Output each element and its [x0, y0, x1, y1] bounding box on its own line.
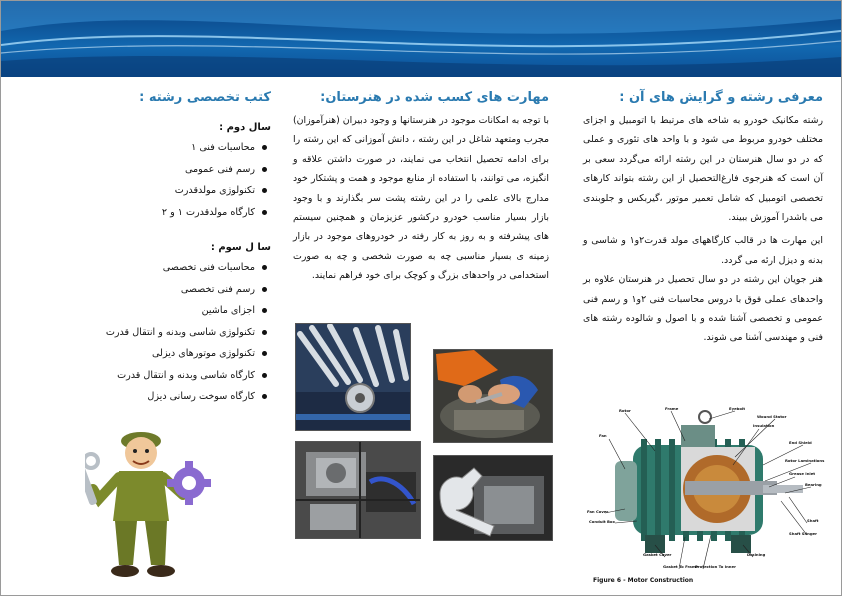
label-grease-inlet: Grease Inlet [789, 471, 816, 476]
photo-mechanic-hands [433, 349, 553, 443]
label-fan-cover: Fan Cover [587, 509, 609, 514]
label-bearing: Bearing [805, 482, 822, 487]
photo-engine-bay [295, 441, 421, 539]
year3-title: سا ل سوم : [210, 242, 271, 253]
label-shaft-slinger: Shaft Slinger [789, 531, 817, 536]
list-item: کارگاه مولدقدرت ۱ و ۲ [81, 202, 255, 224]
label-gasket-to-frame: Gasket To Frame [663, 564, 699, 569]
motor-diagram [585, 405, 831, 587]
photo-wrench-engine [433, 455, 553, 541]
label-frame: Frame [665, 406, 679, 411]
list-item: کارگاه سوخت رسانی دیزل [81, 386, 255, 408]
list-item: تکنولوژی شاسی وبدنه و انتقال قدرت [81, 322, 255, 344]
label-rotor-laminations: Rotor Laminations [785, 458, 825, 463]
intro-paragraph-2: این مهارت ها در قالب کارگاههای مولد قدرت۲و۱ و شاسی و بدنه و دیزل ارئه می گردد. [583, 235, 823, 266]
label-shaft: Shaft [807, 518, 819, 523]
label-gasket-cover: Gasket Cover [643, 552, 672, 557]
list-item: رسم فنی تخصصی [81, 279, 255, 301]
list-item: اجزای ماشین [81, 300, 255, 322]
intro-paragraph-1: رشته مکانیک خودرو به شاخه های مرتبط با اتومبیل و اجزای مختلف خودرو مربوط می شود و با واحد های تئوری و عملی که در دو سال هنرستان در این رشته ارائه می‌گردد سعی بر آن است که هنرجوی فارغ‌التحصیل از این رشته بتواند کارهای تخصصی اتومبیل که شامل تعمیر موتور ،گیربکس و جلوبندی می باشدرا آموزش ببیند. [583, 115, 823, 224]
list-item: تکنولوژی مولدقدرت [81, 180, 255, 202]
intro-heading: معرفی رشته و گرایش های آن : [619, 90, 823, 105]
year2-title: سال دوم : [219, 122, 271, 133]
header-banner [1, 1, 841, 77]
label-protection: Protection To Inner [695, 564, 736, 569]
year3-list [81, 257, 271, 408]
mechanic-cartoon [85, 425, 215, 581]
list-item: رسم فنی عمومی [81, 159, 255, 181]
books-heading: کتب تخصصی رشته : [139, 90, 271, 105]
label-eyebolt: Eyebolt [729, 406, 746, 411]
skills-paragraph: با توجه به امکانات موجود در هنرستانها و وجود دبیران (هنرآموزان) مجرب ومتعهد شاغل در این رشته ، دانش آموزانی که این رشته را برای ادامه تحصیل انتخاب می نمایند، در صورت داشتن علاقه و انگیزه، می توانند، با استفاده از منابع موجود و همت و پشتکار خود مدارج بالای علمی را در این رشته پشت سر بگذارند و با وجود بازار بسیار مناسب خودرو درکشور عزیزمان و همچنین سیستم های پیشرفته و به روز به کار رفته در خودروهای موجود در بازار زمینه ی بسیار مناسبی چه به صورت شخصی و چه به صورت استخدامی در واحدهای بزرگ و کوچک برای خود فراهم نمایند. [293, 115, 549, 282]
label-end-shield: End Shield [789, 440, 812, 445]
intro-column [583, 89, 823, 348]
label-draining: Draining [747, 552, 766, 557]
list-item: محاسبات فنی ۱ [81, 137, 255, 159]
list-item: کارگاه شاسی وبدنه و انتقال قدرت [81, 365, 255, 387]
year2-list [81, 137, 271, 223]
skills-column [293, 89, 549, 286]
label-fan: Fan [599, 433, 607, 438]
list-item: تکنولوژی موتورهای دیزلی [81, 343, 255, 365]
list-item: محاسبات فنی تخصصی [81, 257, 255, 279]
diagram-caption: Figure 6 - Motor Construction [593, 577, 694, 584]
books-column [81, 89, 271, 408]
label-conduit-box: Conduit Box [589, 519, 615, 524]
photo-wrenches [295, 323, 411, 431]
label-insulation: Insulation [753, 423, 775, 428]
skills-heading: مهارت های کسب شده در هنرستان: [320, 90, 549, 105]
label-wound-stator: Wound Stator [757, 414, 787, 419]
label-rotor: Rotor [619, 408, 631, 413]
intro-paragraph-3: هنر جویان این رشته در دو سال تحصیل در هنرستان علاوه بر واحدهای عملی فوق با دروس محاسبات فنی ۲و۱ و رسم فنی عمومی و تخصصی آشنا شده و با اصول و شالوده رشته های فنی و مهندسی آشنا می شوند. [583, 274, 823, 344]
